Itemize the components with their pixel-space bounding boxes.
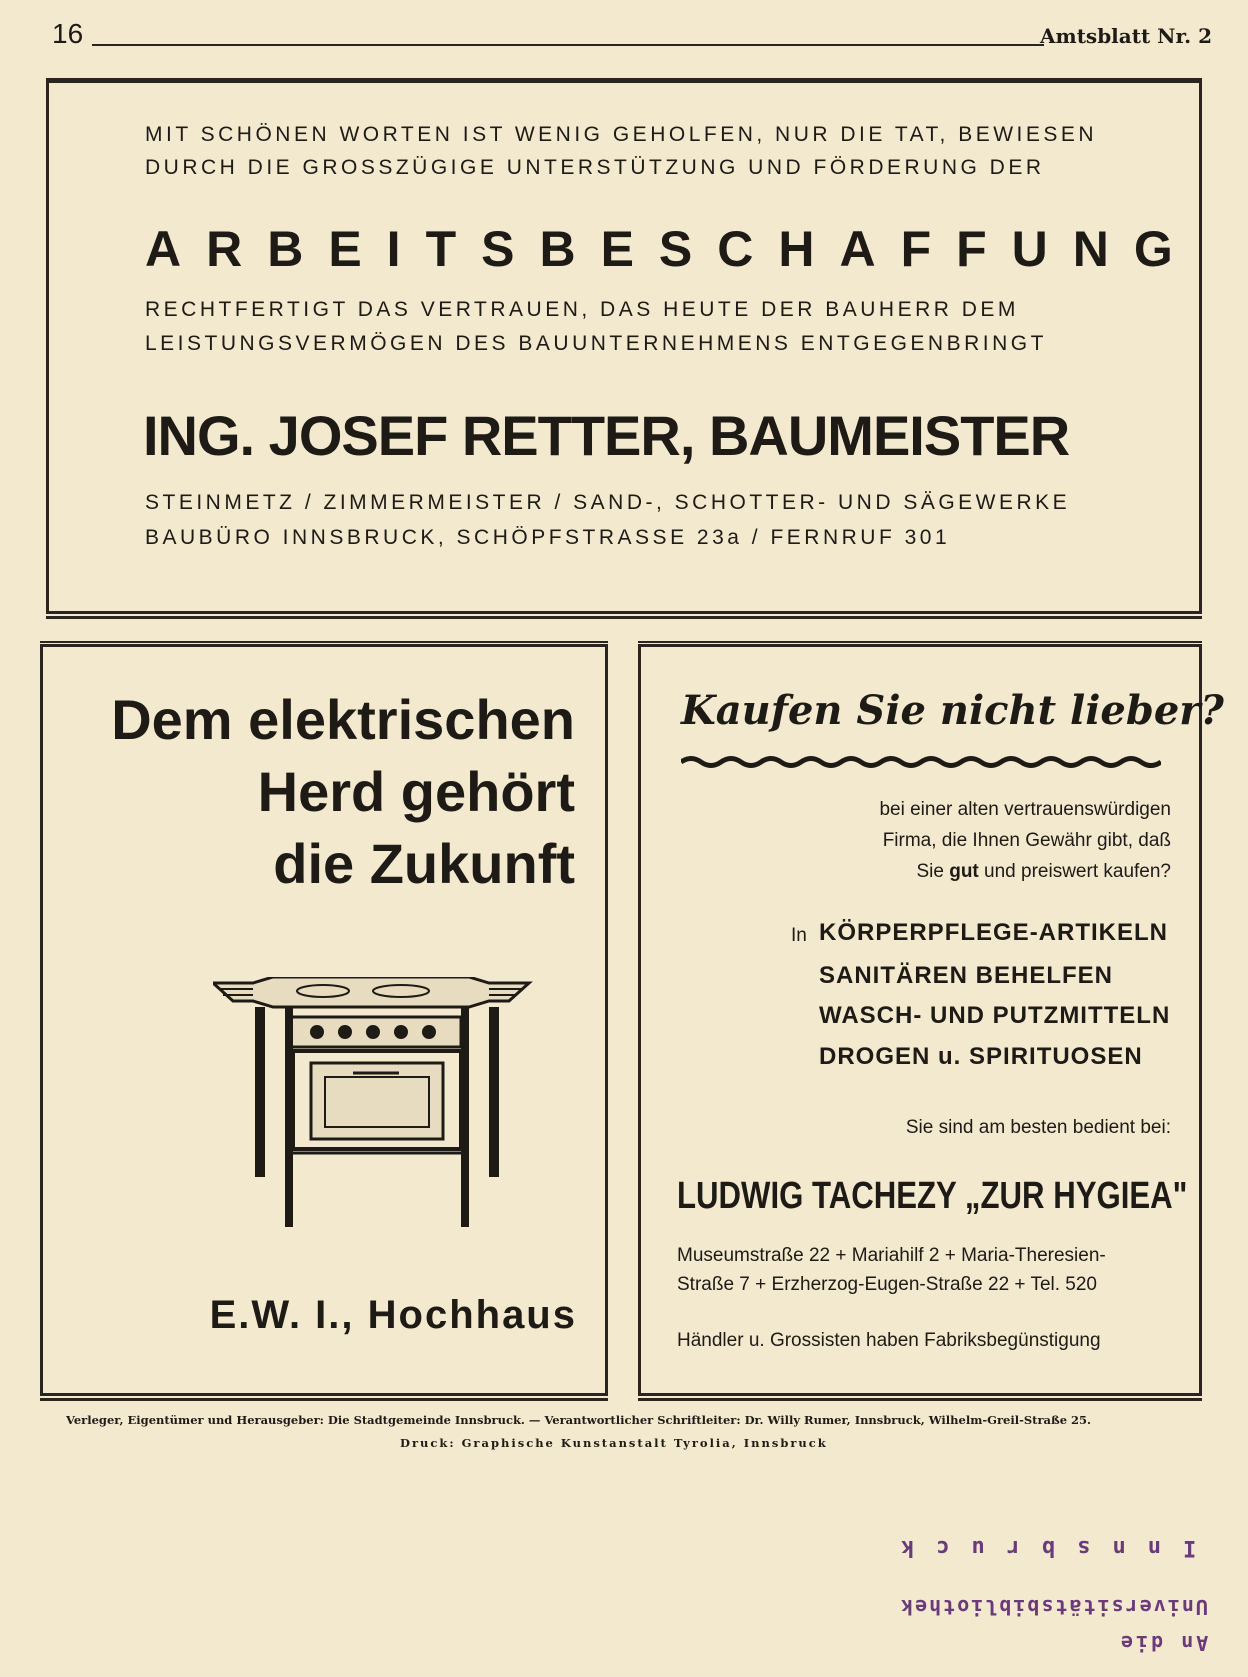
electric-stove-illustration (213, 977, 533, 1227)
ad-tachezy-text-2: Firma, die Ihnen Gewähr gibt, daß (882, 830, 1171, 851)
ad-ewi (40, 644, 608, 1396)
ad-ewi-company: E.W. I., Hochhaus (209, 1293, 577, 1337)
ad-rule-bottom (638, 1398, 1202, 1401)
publication-title: Amtsblatt Nr. 2 (1040, 24, 1212, 48)
ad-tachezy-list-item: DROGEN u. SPIRITUOSEN (819, 1043, 1143, 1070)
ad-retter-headline: ARBEITSBESCHAFFUNG (145, 221, 1198, 277)
page-header (52, 18, 1212, 58)
ad-ewi-line-2: Herd gehört (257, 760, 575, 823)
library-stamp-city: Innsbruck (878, 1535, 1196, 1560)
ad-ewi-line-1: Dem elektrischen (111, 688, 575, 751)
ad-rule-bottom (46, 616, 1202, 619)
ad-retter-intro-2: DURCH DIE GROSSZÜGIGE UNTERSTÜTZUNG UND FÖRDERUNG DER (145, 156, 1045, 179)
ad-rule-top (46, 78, 1202, 80)
imprint-line: Verleger, Eigentümer und Herausgeber: Die Stadtgemeinde Innsbruck. — Verantwortlicher Schriftleiter: Dr. Willy Rumer, Innsbruck, Wilhelm-Greil-Straße 25. (66, 1413, 1092, 1427)
ad-retter-company: ING. JOSEF RETTER, BAUMEISTER (143, 404, 1070, 467)
ad-tachezy-text-3 (916, 861, 1171, 883)
text-emphasis: gut (949, 861, 979, 882)
ad-tachezy-address-2: Straße 7 + Erzherzog-Eugen-Straße 22 + Tel. 520 (677, 1274, 1097, 1295)
library-stamp-library: Universitätsbibliothek (899, 1595, 1208, 1619)
page-number: 16 (52, 18, 84, 49)
ad-tachezy-text-1: bei einer alten vertrauenswürdigen (879, 799, 1171, 820)
ad-rule-bottom (40, 1398, 608, 1401)
ad-retter-address: BAUBÜRO INNSBRUCK, SCHÖPFSTRASSE 23a / FERNRUF 301 (145, 526, 951, 549)
header-rule (92, 44, 1044, 46)
ad-tachezy-served: Sie sind am besten bedient bei: (905, 1117, 1171, 1138)
ad-retter (46, 80, 1202, 614)
ad-rule-top (40, 641, 608, 643)
headline-wave-underline (681, 755, 1161, 769)
ad-rule-top (638, 641, 1202, 643)
ad-tachezy-list-item: WASCH- UND PUTZMITTELN (819, 1002, 1171, 1029)
ad-retter-body-1: RECHTFERTIGT DAS VERTRAUEN, DAS HEUTE DER BAUHERR DEM (145, 298, 1019, 321)
ad-tachezy-company: LUDWIG TACHEZY „ZUR HYGIEA" (677, 1175, 1188, 1217)
list-item-text: KÖRPERPFLEGE-ARTIKELN (819, 919, 1169, 946)
text-part: und preiswert kaufen? (978, 861, 1171, 882)
ad-tachezy (638, 644, 1224, 1396)
ad-tachezy-list-item: SANITÄREN BEHELFEN (819, 962, 1114, 989)
printer-line: Druck: Graphische Kunstanstalt Tyrolia, Innsbruck (400, 1436, 828, 1450)
ad-ewi-line-3: die Zukunft (273, 832, 575, 895)
ad-tachezy-headline: Kaufen Sie nicht lieber? (681, 687, 1224, 734)
ad-retter-trades: STEINMETZ / ZIMMERMEISTER / SAND-, SCHOTTER- UND SÄGEWERKE (145, 491, 1071, 514)
ad-retter-body-2: LEISTUNGSVERMÖGEN DES BAUUNTERNEHMENS ENTGEGENBRINGT (145, 332, 1047, 355)
ad-tachezy-list-item (791, 919, 1169, 947)
ad-retter-intro-1: MIT SCHÖNEN WORTEN IST WENIG GEHOLFEN, NUR DIE TAT, BEWIESEN (145, 123, 1098, 146)
list-prefix: In (791, 925, 807, 946)
text-part: Sie (916, 861, 950, 882)
ad-tachezy-address-1: Museumstraße 22 + Mariahilf 2 + Maria-Theresien- (677, 1245, 1106, 1266)
ad-tachezy-note: Händler u. Grossisten haben Fabriksbegünstigung (677, 1330, 1101, 1351)
library-stamp-address: An die (1117, 1631, 1208, 1655)
